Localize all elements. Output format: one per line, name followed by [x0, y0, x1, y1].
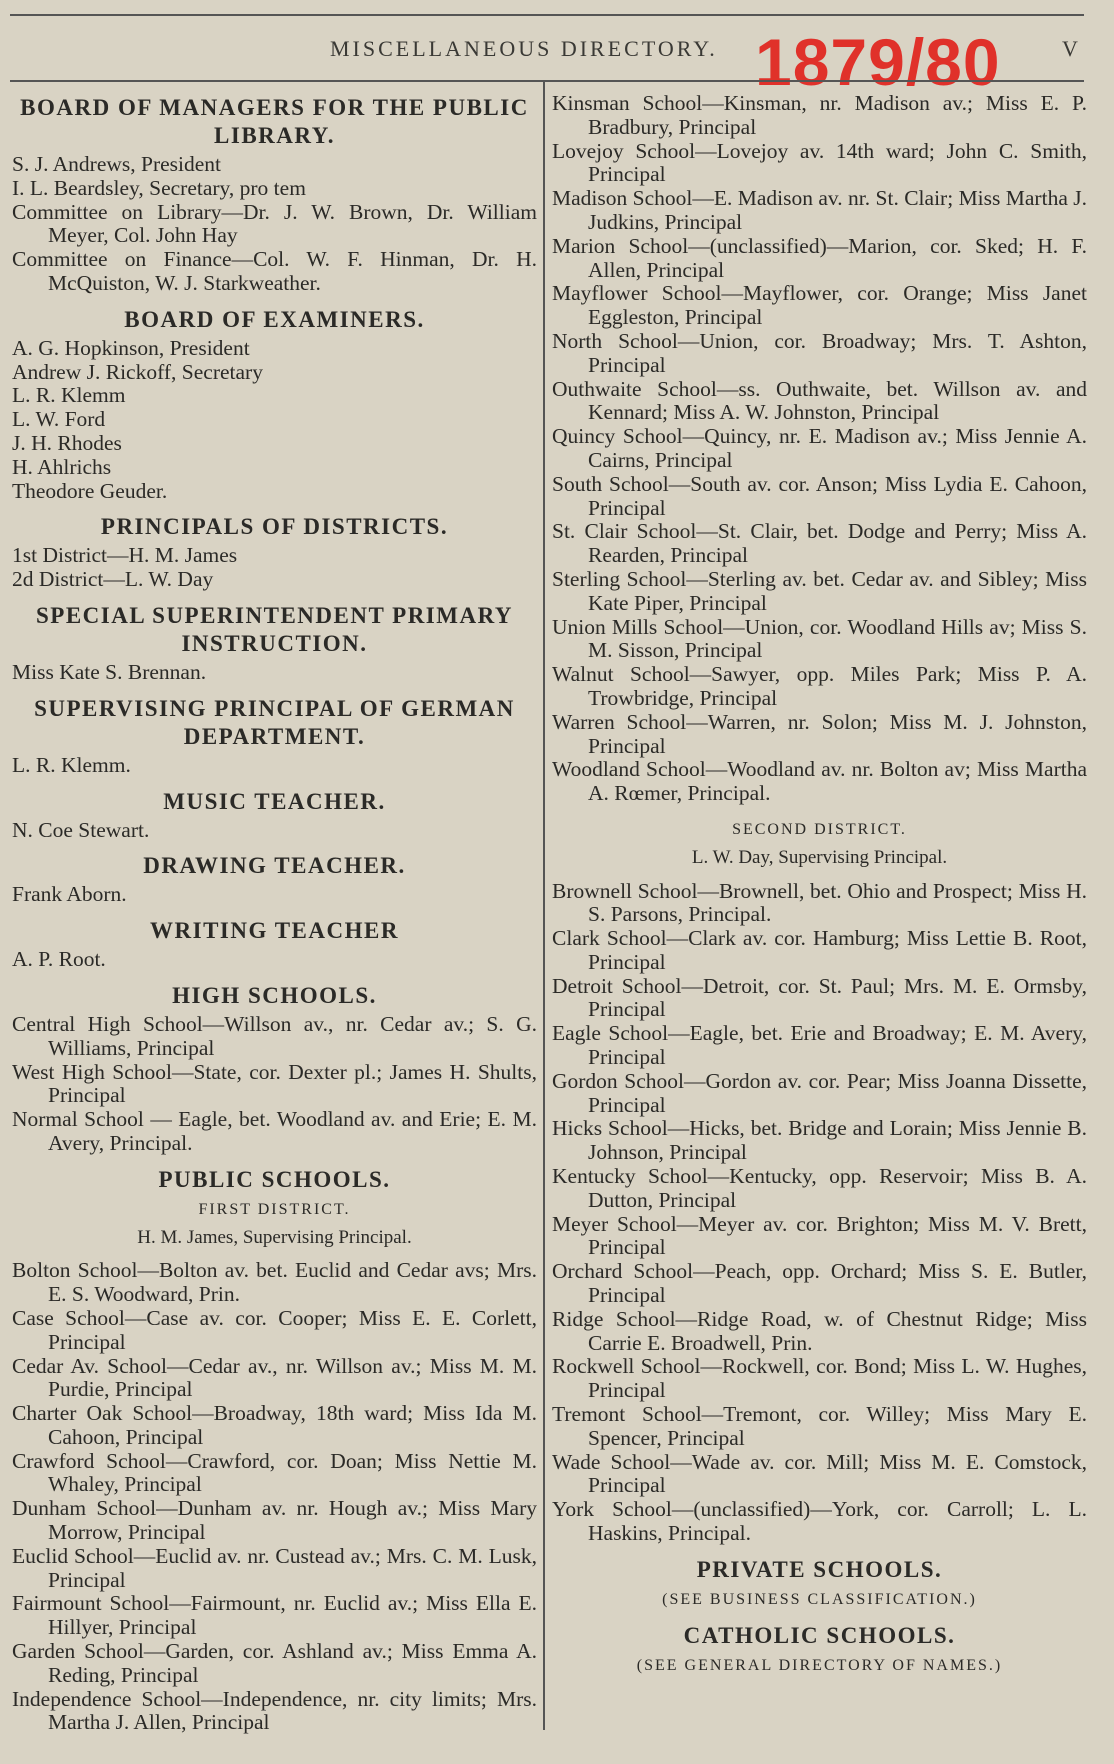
- list-item: South School—South av. cor. Anson; Miss Lydia E. Cahoon, Principal: [552, 471, 1087, 520]
- list-item: West High School—State, cor. Dexter pl.; James H. Shults, Principal: [12, 1059, 537, 1108]
- list-item: A. G. Hopkinson, President: [12, 335, 250, 360]
- list-item: S. J. Andrews, President: [12, 152, 222, 176]
- left-column: [12, 92, 537, 1735]
- list-item: Sterling School—Sterling av. bet. Cedar av. and Sibley; Miss Kate Piper, Principal: [552, 566, 1087, 615]
- header-rule: [10, 80, 1084, 82]
- list-item: Frank Aborn.: [12, 882, 127, 907]
- list-item: York School—(unclassified)—York, cor. Carroll; L. L. Haskins, Principal.: [552, 1497, 1087, 1546]
- list-item: L. W. Ford: [12, 407, 106, 432]
- list-item: Mayflower School—Mayflower, cor. Orange; Miss Janet Eggleston, Principal: [552, 281, 1087, 330]
- year-stamp: 1879/80: [755, 25, 1001, 99]
- section-note: (SEE GENERAL DIRECTORY OF NAMES.): [636, 1656, 1003, 1674]
- list-item: Committee on Library—Dr. J. W. Brown, Dr. William Meyer, Col. John Hay: [12, 199, 537, 248]
- list-item: Eagle School—Eagle, bet. Erie and Broadway; E. M. Avery, Principal: [552, 1021, 1087, 1070]
- list-item: N. Coe Stewart.: [12, 817, 150, 842]
- list-item: Ridge School—Ridge Road, w. of Chestnut Ridge; Miss Carrie E. Broadwell, Prin.: [552, 1306, 1087, 1355]
- section-heading: DRAWING TEACHER.: [143, 853, 406, 879]
- page-header: [0, 25, 1114, 99]
- list-item: Garden School—Garden, cor. Ashland av.; Miss Emma A. Reding, Principal: [12, 1639, 537, 1687]
- list-item: Bolton School—Bolton av. bet. Euclid and Cedar avs; Mrs. E. S. Woodward, Prin.: [12, 1258, 537, 1307]
- district-heading: FIRST DISTRICT.: [198, 1200, 351, 1218]
- list-item: Fairmount School—Fairmount, nr. Euclid av.; Miss Ella E. Hillyer, Principal: [12, 1591, 537, 1640]
- list-item: Quincy School—Quincy, nr. E. Madison av.; Miss Jennie A. Cairns, Principal: [552, 424, 1087, 472]
- list-item: H. Ahlrichs: [12, 454, 112, 479]
- list-item: Miss Kate S. Brennan.: [12, 659, 207, 684]
- list-item: Theodore Geuder.: [12, 478, 168, 503]
- list-item: Independence School—Independence, nr. city limits; Mrs. Martha J. Allen, Principal: [12, 1686, 537, 1735]
- section-heading: MUSIC TEACHER.: [163, 788, 386, 814]
- supervisor-line: L. W. Day, Supervising Principal.: [691, 846, 948, 868]
- list-item: Meyer School—Meyer av. cor. Brighton; Miss M. V. Brett, Principal: [552, 1211, 1087, 1260]
- list-item: Dunham School—Dunham av. nr. Hough av.; Miss Mary Morrow, Principal: [12, 1496, 537, 1545]
- list-item: Clark School—Clark av. cor. Hamburg; Miss Lettie B. Root, Principal: [552, 926, 1087, 974]
- list-item: Crawford School—Crawford, cor. Doan; Miss Nettie M. Whaley, Principal: [12, 1448, 537, 1497]
- list-item: Charter Oak School—Broadway, 18th ward; Miss Ida M. Cahoon, Principal: [12, 1401, 537, 1449]
- list-item: Central High School—Willson av., nr. Cedar av.; S. G. Williams, Principal: [12, 1011, 537, 1060]
- list-item: L. R. Klemm: [12, 383, 126, 408]
- list-item: Case School—Case av. cor. Cooper; Miss E. E. Corlett, Principal: [12, 1305, 537, 1354]
- list-item: Committee on Finance—Col. W. F. Hinman, Dr. H. McQuiston, W. J. Starkweather.: [12, 247, 537, 295]
- list-item: Madison School—E. Madison av. nr. St. Clair; Miss Martha J. Judkins, Principal: [552, 186, 1087, 234]
- list-item: Normal School — Eagle, bet. Woodland av. and Erie; E. M. Avery, Principal.: [12, 1107, 537, 1155]
- list-item: Kentucky School—Kentucky, opp. Reservoir; Miss B. A. Dutton, Principal: [552, 1164, 1087, 1212]
- list-item: Rockwell School—Rockwell, cor. Bond; Miss L. W. Hughes, Principal: [552, 1354, 1087, 1403]
- section-heading: PUBLIC SCHOOLS.: [158, 1166, 391, 1192]
- section-heading: CATHOLIC SCHOOLS.: [683, 1622, 956, 1648]
- section-heading: PRIVATE SCHOOLS.: [696, 1556, 943, 1582]
- list-item: Euclid School—Euclid av. nr. Custead av.; Mrs. C. M. Lusk, Principal: [12, 1543, 537, 1592]
- header-title: MISCELLANEOUS DIRECTORY.: [330, 36, 718, 61]
- section-heading: BOARD OF MANAGERS FOR THE PUBLIC LIBRARY.: [20, 95, 529, 148]
- list-item: Union Mills School—Union, cor. Woodland Hills av; Miss S. M. Sisson, Principal: [552, 614, 1087, 663]
- list-item: I. L. Beardsley, Secretary, pro tem: [12, 175, 306, 200]
- list-item: 2d District—L. W. Day: [12, 567, 214, 592]
- list-item: Woodland School—Woodland av. nr. Bolton av; Miss Martha A. Rœmer, Principal.: [552, 757, 1087, 806]
- list-item: Warren School—Warren, nr. Solon; Miss M. J. Johnston, Principal: [552, 709, 1087, 758]
- list-item: North School—Union, cor. Broadway; Mrs. T. Ashton, Principal: [552, 328, 1087, 377]
- list-item: Wade School—Wade av. cor. Mill; Miss M. E. Comstock, Principal: [552, 1449, 1087, 1498]
- supervisor-line: H. M. James, Supervising Principal.: [137, 1226, 412, 1248]
- right-column: [552, 92, 1087, 1683]
- list-item: Tremont School—Tremont, cor. Willey; Miss Mary E. Spencer, Principal: [552, 1402, 1087, 1450]
- list-item: A. P. Root.: [12, 947, 106, 972]
- list-item: Cedar Av. School—Cedar av., nr. Willson av.; Miss M. M. Purdie, Principal: [12, 1353, 537, 1402]
- section-heading: BOARD OF EXAMINERS.: [124, 306, 425, 332]
- list-item: St. Clair School—St. Clair, bet. Dodge and Perry; Miss A. Rearden, Principal: [552, 519, 1087, 568]
- section-heading: SUPERVISING PRINCIPAL OF GERMAN DEPARTMENT.: [34, 695, 515, 749]
- page-number: V: [1062, 36, 1078, 61]
- list-item: Detroit School—Detroit, cor. St. Paul; Mrs. M. E. Ormsby, Principal: [552, 973, 1087, 1022]
- list-item: 1st District—H. M. James: [12, 543, 238, 568]
- section-heading: HIGH SCHOOLS.: [172, 982, 377, 1008]
- list-item: Walnut School—Sawyer, opp. Miles Park; Miss P. A. Trowbridge, Principal: [552, 662, 1087, 710]
- list-item: J. H. Rhodes: [12, 430, 122, 455]
- section-note: (SEE BUSINESS CLASSIFICATION.): [662, 1590, 977, 1608]
- column-divider: [543, 80, 545, 1730]
- district-heading: SECOND DISTRICT.: [732, 820, 907, 838]
- list-item: Orchard School—Peach, opp. Orchard; Miss S. E. Butler, Principal: [552, 1259, 1087, 1308]
- list-item: Marion School—(unclassified)—Marion, cor. Sked; H. F. Allen, Principal: [552, 233, 1087, 282]
- list-item: Gordon School—Gordon av. cor. Pear; Miss Joanna Dissette, Principal: [552, 1068, 1087, 1117]
- list-item: Brownell School—Brownell, bet. Ohio and Prospect; Miss H. S. Parsons, Principal.: [552, 878, 1087, 927]
- list-item: L. R. Klemm.: [12, 752, 131, 777]
- list-item: Lovejoy School—Lovejoy av. 14th ward; John C. Smith, Principal: [552, 138, 1087, 187]
- top-rule: [10, 14, 1084, 16]
- list-item: Andrew J. Rickoff, Secretary: [12, 359, 263, 384]
- section-heading: PRINCIPALS OF DISTRICTS.: [100, 514, 449, 540]
- list-item: Hicks School—Hicks, bet. Bridge and Lorain; Miss Jennie B. Johnson, Principal: [552, 1116, 1087, 1165]
- section-heading: SPECIAL SUPERINTENDENT PRIMARY INSTRUCTION.: [35, 602, 513, 656]
- section-heading: WRITING TEACHER: [150, 918, 399, 944]
- list-item: Outhwaite School—ss. Outhwaite, bet. Willson av. and Kennard; Miss A. W. Johnston, Principal: [552, 376, 1087, 425]
- list-item: Kinsman School—Kinsman, nr. Madison av.; Miss E. P. Bradbury, Principal: [552, 91, 1087, 139]
